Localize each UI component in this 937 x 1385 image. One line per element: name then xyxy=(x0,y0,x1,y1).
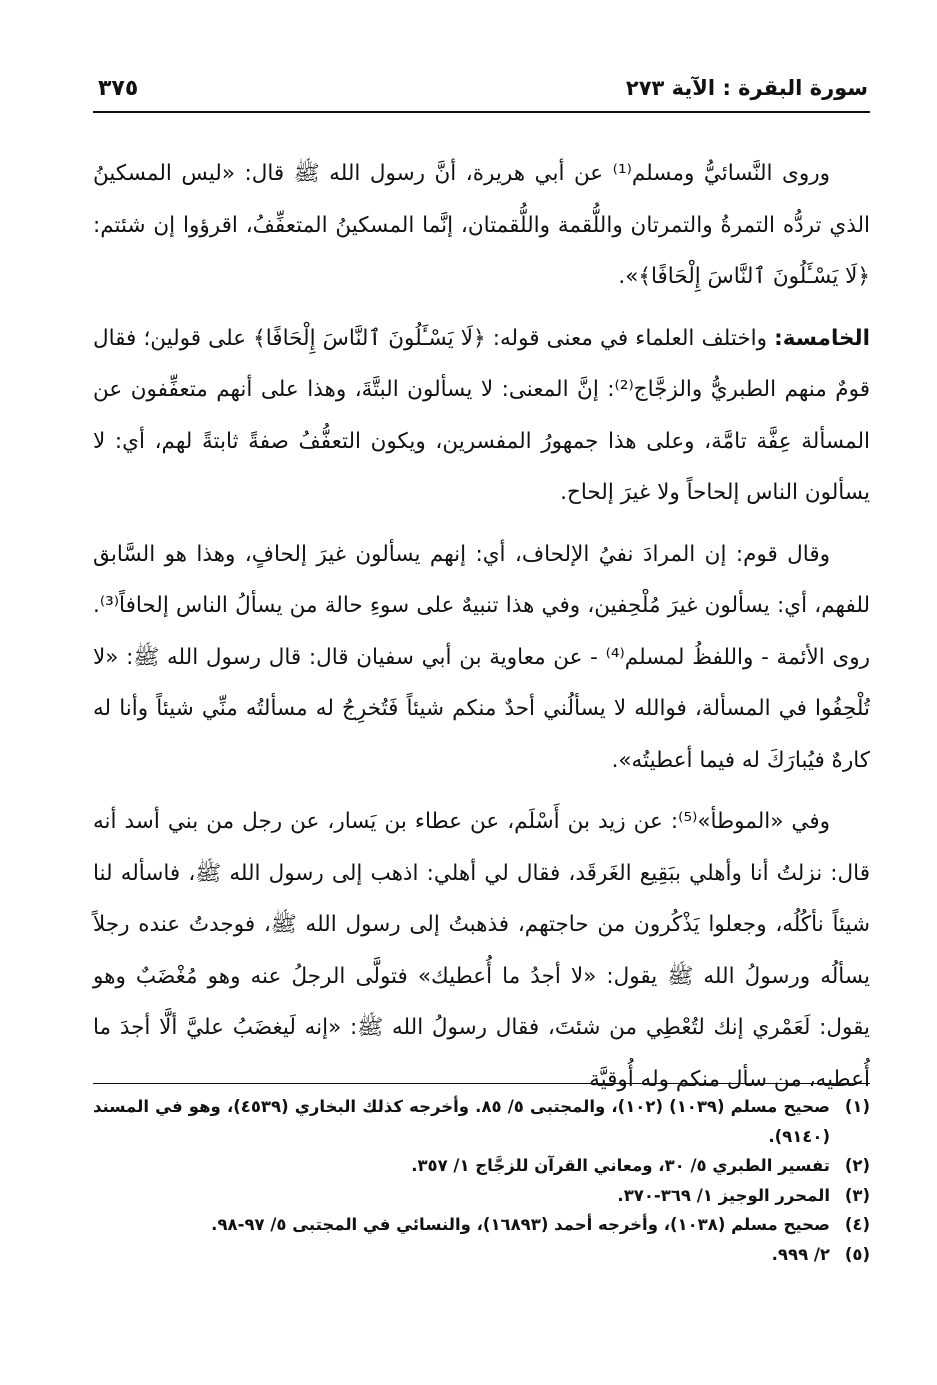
footnote-number: (٥) xyxy=(844,1244,870,1264)
paragraph xyxy=(93,313,870,519)
footnote-number: (٤) xyxy=(844,1215,870,1234)
paragraph-text: واختلف العلماء في معنى قوله: ﴿لَا يَسْـَٔلُونَ ٱلنَّاسَ إِلْحَافًا﴾ على قولين؛ فقال قومٌ منهم الطبريُّ والزجَّاج⁽²⁾: إنَّ المعنى: لا يسألون البتَّةَ، وهذا على أنهم متعفِّفون عن المسألة عِفَّة تامَّة، وعلى هذا جمهورُ المفسرين، ويكون التعفُّفُ صفةً ثابتةً لهم، أي: لا يسألون الناس إلحاحاً ولا غيرَ إلحاح. xyxy=(93,325,870,505)
paragraph-text: وفي «الموطأ»⁽⁵⁾: عن زيد بن أَسْلَم، عن عطاء بن يَسار، عن رجل من بني أسد أنه قال: نزلتُ أنا وأهلي ببَقِيع الغَرقَد، فقال لي أهلي: اذهب إلى رسول الله ﷺ، فاسأله لنا شيئاً نأكُلُه، وجعلوا يَذْكُرون من حاجتهم، فذهبتُ إلى رسول الله ﷺ، فوجدتُ عنده رجلاً يسألُه ورسولُ الله ﷺ يقول: «لا أجدُ ما أُعطيك» فتولَّى الرجلُ عنه وهو مُغْضَبٌ وهو يقول: لَعَمْري إنك لتُعْطِي من شئتَ، فقال رسولُ الله ﷺ: «إنه لَيغضَبُ عليَّ ألَّا أجدَ ما أُعطيه، من سأل منكم وله أُوقيَّة xyxy=(93,809,870,1092)
footnote-text: صحيح مسلم (١٠٣٩) (١٠٢)، والمجتبى ٥/ ٨٥. وأخرجه كذلك البخاري (٤٥٣٩)، وهو في المسند (٩١٤٠). xyxy=(93,1097,830,1146)
footnote xyxy=(93,1210,870,1240)
footnote xyxy=(93,1240,870,1270)
footnote-number: (٣) xyxy=(844,1185,870,1205)
footnote-text: تفسير الطبري ٥/ ٣٠، ومعاني القرآن للزجَّاج ١/ ٣٥٧. xyxy=(411,1156,830,1175)
footnote-text: المحرر الوجيز ١/ ٣٦٩-٣٧٠. xyxy=(617,1185,830,1205)
page-header xyxy=(98,68,868,108)
footnote xyxy=(93,1151,870,1181)
footnote xyxy=(93,1181,870,1211)
footnote-text: صحيح مسلم (١٠٣٨)، وأخرجه أحمد (١٦٨٩٣)، والنسائي في المجتبى ٥/ ٩٧-٩٨. xyxy=(211,1215,830,1234)
footnote-divider xyxy=(93,1083,870,1084)
main-text xyxy=(93,148,870,1115)
footnote-number: (٢) xyxy=(844,1156,870,1175)
page-number: ٣٧٥ xyxy=(98,75,139,101)
running-title: سورة البقرة : الآية ٢٧٣ xyxy=(625,76,868,100)
paragraph xyxy=(93,796,870,1105)
header-divider xyxy=(93,111,870,113)
paragraph-lead: الخامسة: xyxy=(774,325,870,351)
paragraph-text: وروى النَّسائيُّ ومسلم⁽¹⁾ عن أبي هريرة، أنَّ رسول الله ﷺ قال: «ليس المسكينُ الذي تردُّه التمرةُ والتمرتان واللُّقمة واللُّقمتان، إنَّما المسكينُ المتعفِّفُ، اقرؤوا إن شئتم: ﴿لَا يَسْـَٔلُونَ ٱلنَّاسَ إِلْحَافًا﴾». xyxy=(93,161,870,289)
paragraph xyxy=(93,148,870,303)
paragraph xyxy=(93,529,870,787)
footnote xyxy=(93,1092,870,1151)
footnote-text: ٢/ ٩٩٩. xyxy=(771,1244,830,1264)
footnotes xyxy=(93,1092,870,1269)
footnote-number: (١) xyxy=(844,1097,870,1116)
paragraph-text: وقال قوم: إن المرادَ نفيُ الإلحاف، أي: إنهم يسألون غيرَ إلحافٍ، وهذا هو السَّابق للفهم، أي: يسألون غيرَ مُلْحِفين، وفي هذا تنبيهٌ على سوءِ حالة من يسألُ الناس إلحافاً⁽³⁾. روى الأئمة - واللفظُ لمسلم⁽⁴⁾ - عن معاوية بن أبي سفيان قال: قال رسول الله ﷺ: «لا تُلْحِفُوا في المسألة، فوالله لا يسألُني أحدٌ منكم شيئاً فَتُخرِجُ له مسألتُه منِّي شيئاً وأنا له كارهٌ فيُبارَكَ له فيما أعطيتُه». xyxy=(93,541,871,773)
